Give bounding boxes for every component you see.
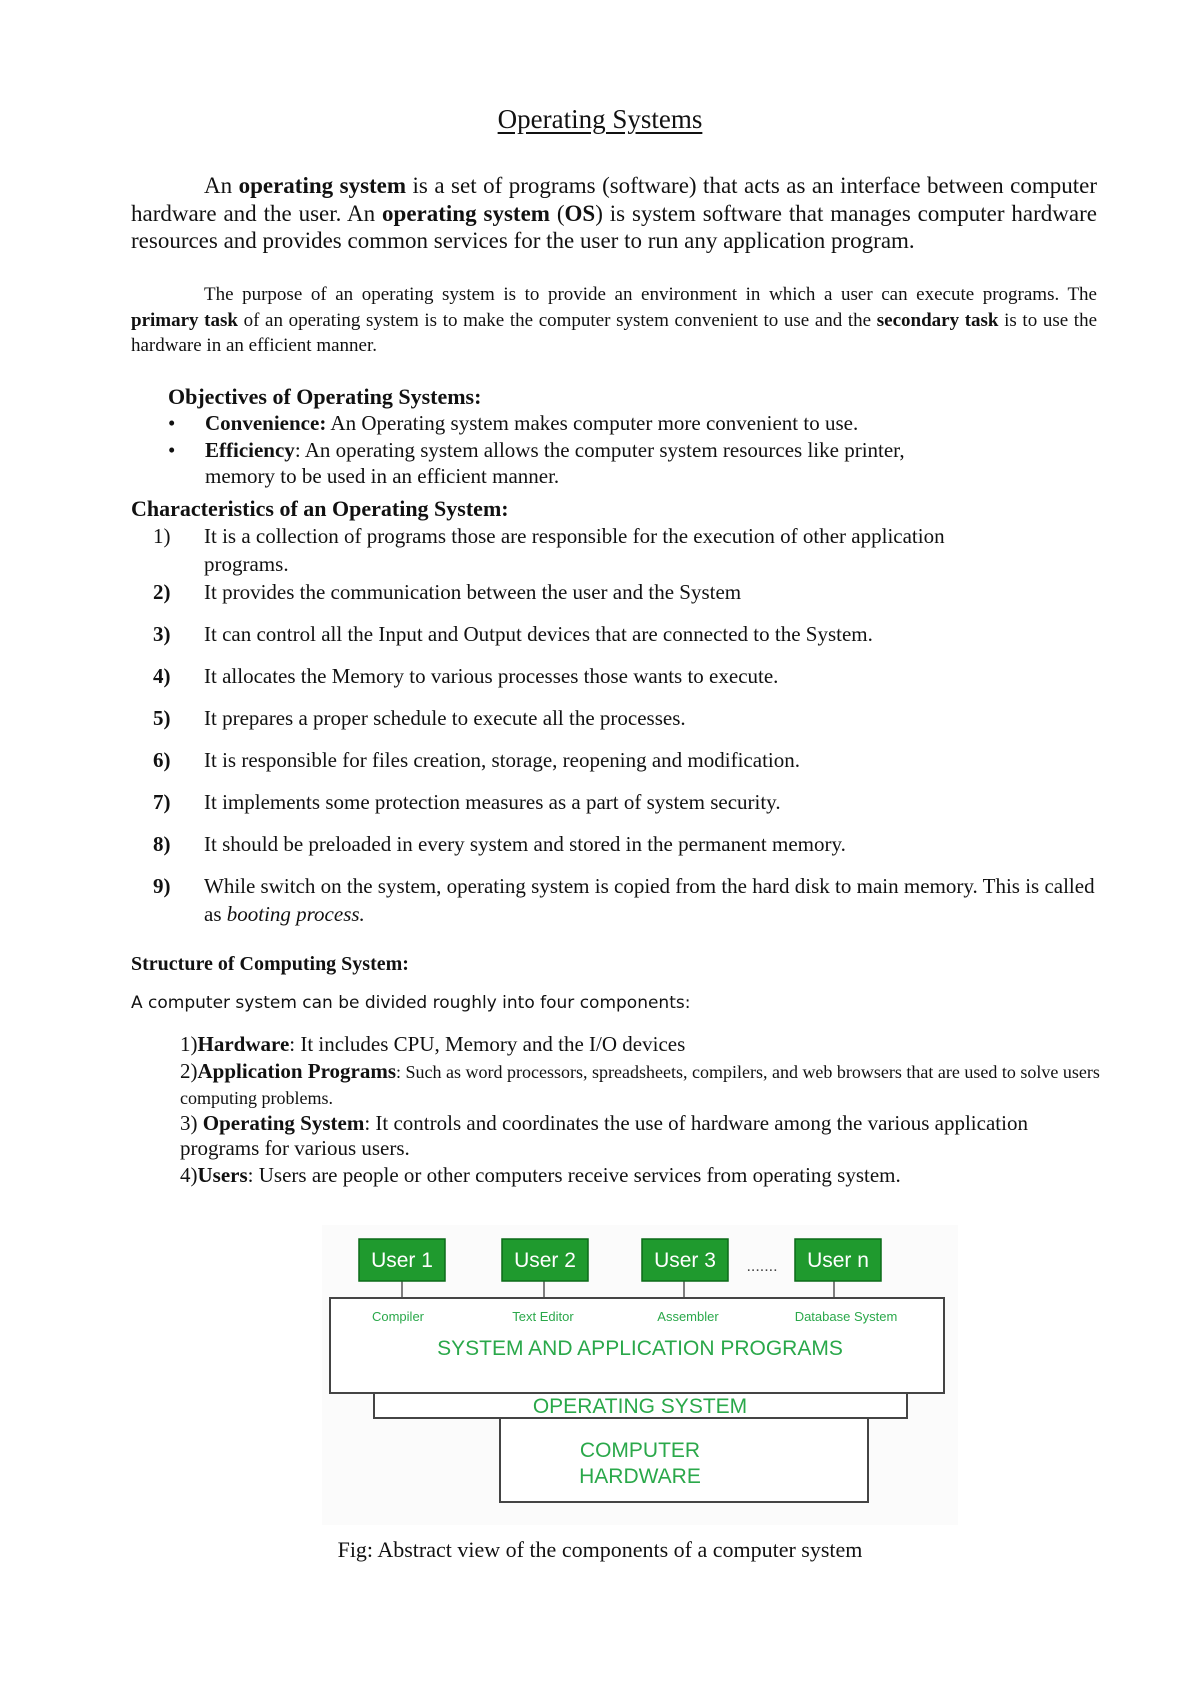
- ellipsis-dots: .......: [746, 1258, 778, 1275]
- list-item: 3) Operating System: It controls and coordinates the use of hardware among the various application programs for various users.: [180, 1111, 1028, 1160]
- user-box: [502, 1239, 588, 1281]
- layer-hardware-label: COMPUTER: [579, 1439, 701, 1462]
- characteristics-heading: Characteristics of an Operating System:: [131, 496, 509, 521]
- objectives-heading: Objectives of Operating Systems:: [168, 384, 482, 409]
- user-box: [359, 1239, 445, 1281]
- list-item: 6) It is responsible for files creation, storage, reopening and modification.: [153, 748, 800, 772]
- intro-paragraph-2: The purpose of an operating system is to provide an environment in which a user can execute programs. The primary task of an operating system is to make the computer system convenient to use and the secondary task is to use the hardware in an efficient manner.: [131, 284, 1097, 356]
- layer-programs-label: SYSTEM AND APPLICATION PROGRAMS: [437, 1337, 843, 1360]
- structure-intro: A computer system can be divided roughly into four components:: [131, 993, 691, 1013]
- program-label: Assembler: [657, 1309, 719, 1324]
- intro-paragraph-1: An operating system is a set of programs (software) that acts as an interface between computer hardware and the user. An operating system (OS) is system software that manages computer hardware resources and provides common services for the user to run any application program.: [131, 173, 1097, 253]
- layer-os-label: OPERATING SYSTEM: [532, 1395, 748, 1418]
- list-item: 7) It implements some protection measures as a part of system security.: [153, 790, 781, 814]
- list-item: 3) It can control all the Input and Output devices that are connected to the System.: [153, 622, 873, 646]
- structure-heading: Structure of Computing System:: [131, 953, 409, 975]
- list-item: 1)Hardware: It includes CPU, Memory and the I/O devices: [180, 1032, 686, 1056]
- computer-system-diagram: [322, 1225, 958, 1525]
- figure-caption: Fig: Abstract view of the components of a computer system: [337, 1537, 863, 1562]
- objectives-list: [168, 410, 1028, 490]
- program-label: Compiler: [371, 1309, 425, 1324]
- list-item: 2) It provides the communication between the user and the System: [153, 580, 742, 604]
- svg-text:User 2: User 2: [514, 1249, 576, 1272]
- svg-text:User 3: User 3: [654, 1249, 716, 1272]
- list-item: • Efficiency: An operating system allows the computer system resources like printer, memory to be used in an efficient manner.: [168, 437, 905, 488]
- list-item: 4) It allocates the Memory to various processes those wants to execute.: [153, 664, 779, 688]
- layer-hardware-label: HARDWARE: [579, 1465, 701, 1488]
- list-item: 9) While switch on the system, operating system is copied from the hard disk to main memory. This is called as booting process.: [153, 874, 1095, 926]
- svg-text:User 1: User 1: [371, 1249, 433, 1272]
- list-item: 1) It is a collection of programs those are responsible for the execution of other application programs.: [153, 524, 945, 576]
- svg-text:User n: User n: [807, 1249, 869, 1272]
- list-item: • Convenience: An Operating system makes computer more convenient to use.: [168, 411, 859, 435]
- user-box: [642, 1239, 728, 1281]
- program-label: Text Editor: [512, 1309, 574, 1324]
- page-title: Operating Systems: [497, 104, 703, 134]
- user-box: [795, 1239, 881, 1281]
- list-item: 2)Application Programs: Such as word processors, spreadsheets, compilers, and web browsers that are used to solve users computing problems.: [180, 1059, 1100, 1108]
- list-item: 8) It should be preloaded in every system and stored in the permanent memory.: [153, 832, 846, 856]
- list-item: 5) It prepares a proper schedule to execute all the processes.: [153, 706, 686, 730]
- list-item: 4)Users: Users are people or other computers receive services from operating system.: [180, 1163, 901, 1187]
- program-label: Database System: [794, 1309, 898, 1324]
